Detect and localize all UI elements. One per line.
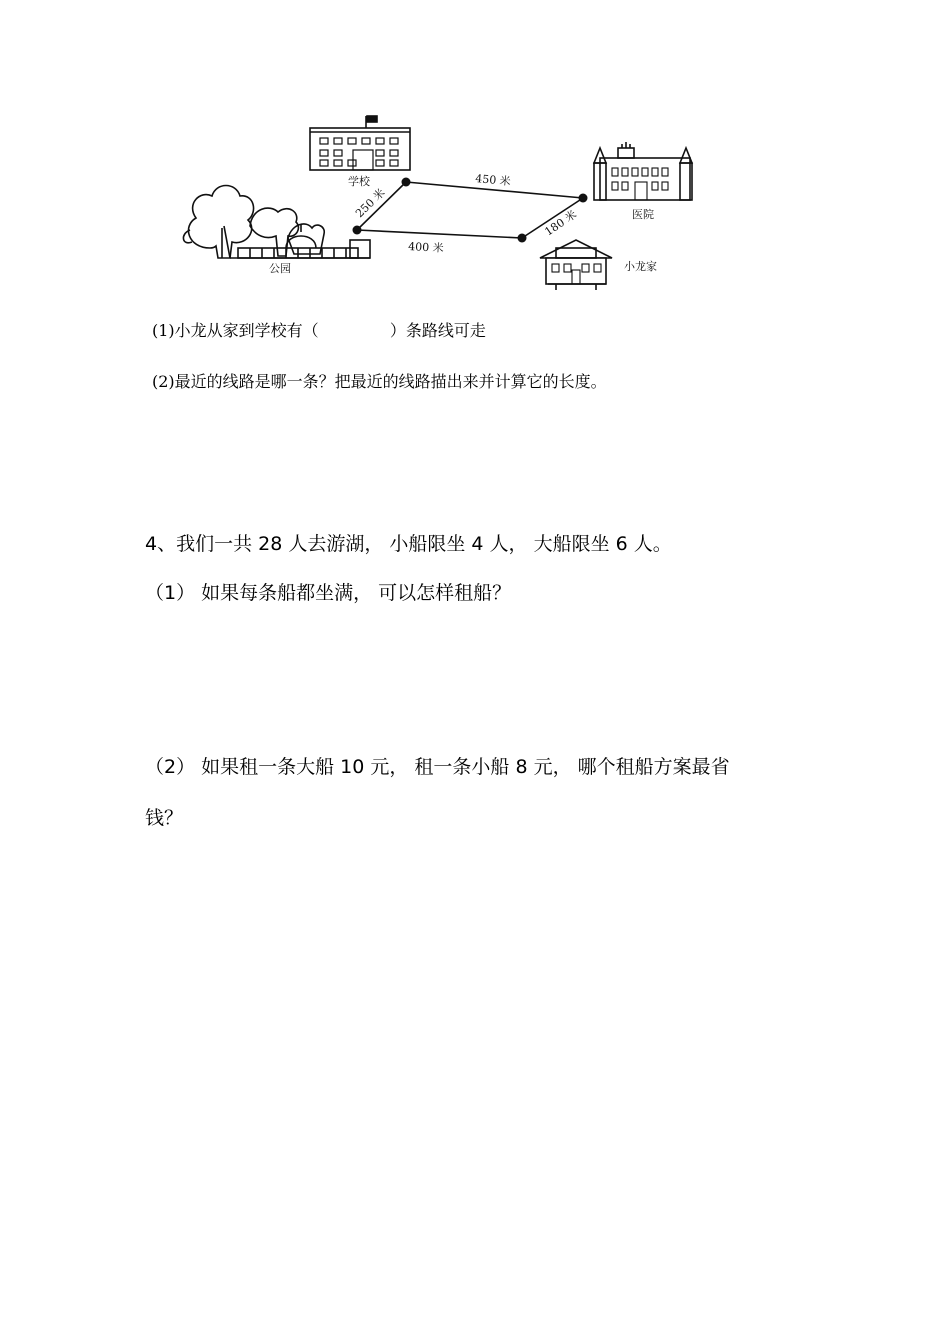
question-3-2: (2)最近的线路是哪一条？把最近的线路描出来并计算它的长度。 <box>152 372 607 391</box>
distance-home-hospital: 180 米 <box>542 207 580 239</box>
school-node <box>402 178 411 187</box>
question-4-2-line2: 钱？ <box>145 807 184 829</box>
problem-4-stem: 4、我们一共 28 人去游湖， 小船限坐 4 人， 大船限坐 6 人。 <box>145 533 672 555</box>
school-building-icon <box>310 116 410 170</box>
distance-park-home: 400 米 <box>407 240 444 255</box>
route-map <box>170 108 710 293</box>
hospital-label: 医院 <box>632 208 654 221</box>
distance-park-school: 250 米 <box>353 186 388 221</box>
park-node <box>353 226 362 235</box>
home-label: 小龙家 <box>624 260 657 273</box>
hospital-building-icon <box>594 142 692 200</box>
distance-school-hospital: 450 米 <box>474 172 512 189</box>
route-map-drawing <box>170 108 710 293</box>
school-label: 学校 <box>348 175 370 188</box>
hospital-node <box>579 194 588 203</box>
question-4-1: （1） 如果每条船都坐满， 可以怎样租船？ <box>145 582 512 604</box>
question-3-1: (1)小龙从家到学校有（ ）条路线可走 <box>152 321 486 340</box>
park-scene-icon <box>183 186 370 259</box>
park-label: 公园 <box>269 262 291 275</box>
question-4-2-line1: （2） 如果租一条大船 10 元， 租一条小船 8 元， 哪个租船方案最省 <box>145 756 730 778</box>
home-building-icon <box>540 240 612 290</box>
home-node <box>518 234 527 243</box>
